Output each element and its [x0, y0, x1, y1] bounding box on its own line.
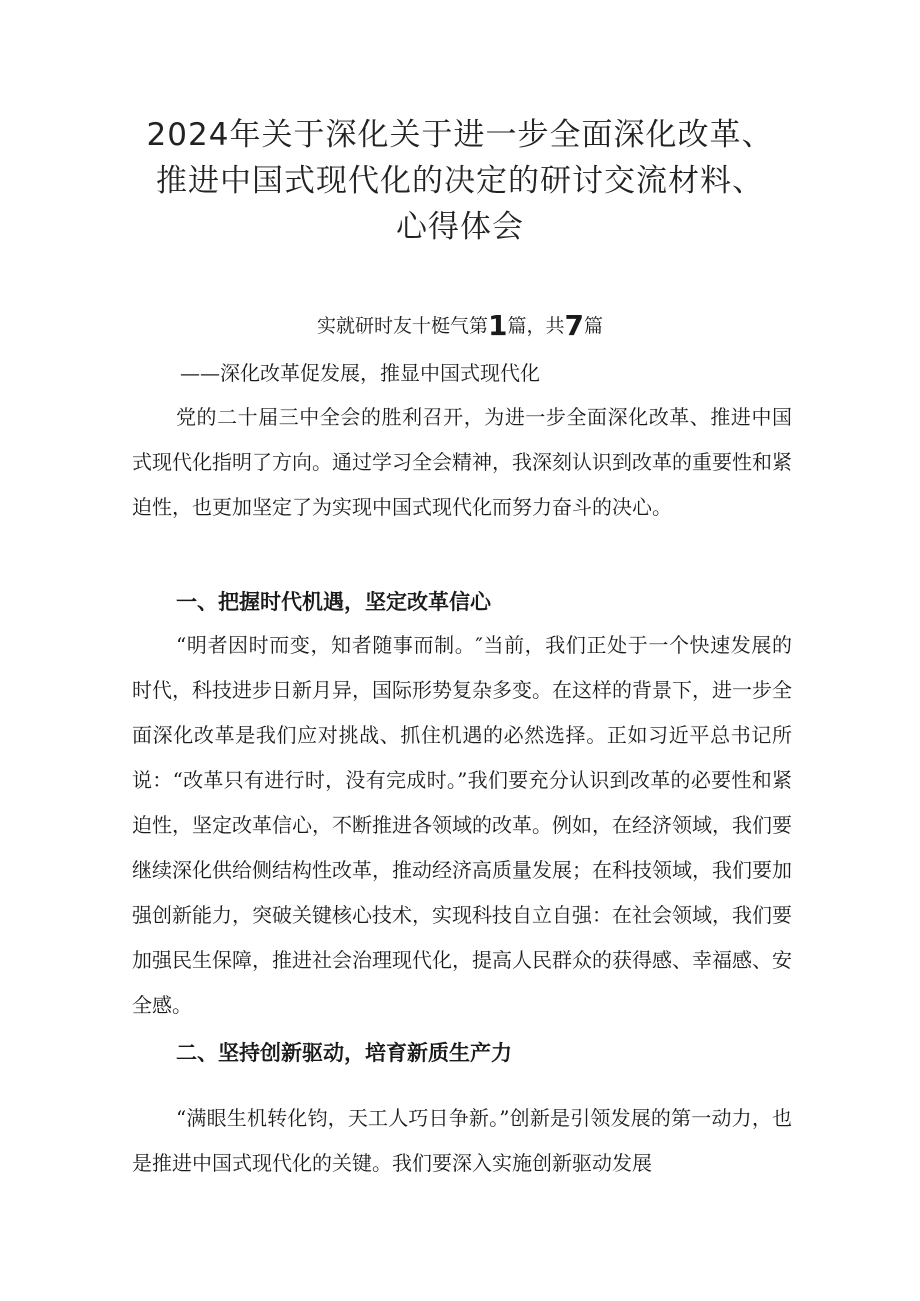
- section-heading-1: 一、把握时代机遇，坚定改革信心: [176, 590, 491, 614]
- article-counter: [0, 308, 920, 344]
- counter-suffix: 篇: [583, 315, 603, 337]
- counter-total: 7: [564, 309, 584, 342]
- counter-middle: 篇，共: [507, 315, 565, 337]
- counter-prefix: 实就研时友十梃气第: [316, 315, 488, 337]
- intro-paragraph: 党的二十届三中全会的胜利召开，为进一步全面深化改革、推进中国式现代化指明了方向。通过学习全会精神，我深刻认识到改革的重要性和紧迫性，也更加坚定了为实现中国式现代化而努力奋斗的决心。: [132, 405, 792, 519]
- title-line-3: 心得体会: [396, 209, 524, 245]
- counter-current: 1: [488, 309, 508, 342]
- article-tagline: ——深化改革促发展，推显中国式现代化: [180, 361, 540, 385]
- title-line-2: 推进中国式现代化的决定的研讨交流材料、: [156, 163, 764, 199]
- section-paragraph-2: “满眼生机转化钧，天工人巧日争新。”创新是引领发展的第一动力，也是推进中国式现代化的关键。我们要深入实施创新驱动发展: [132, 1106, 792, 1175]
- section-paragraph-1: “明者因时而变，知者随事而制。″当前，我们正处于一个快速发展的时代，科技进步日新月异，国际形势复杂多变。在这样的背景下，进一步全面深化改革是我们应对挑战、抓住机遇的必然选择。正如习近平总书记所说：“改革只有进行时，没有完成时。”我们要充分认识到改革的必要性和紧迫性，坚定改革信心，不断推进各领域的改革。例如，在经济领域，我们要继续深化供给侧结构性改革，推动经济高质量发展；在科技领域，我们要加强创新能力，突破关键核心技术，实现科技自立自强：在社会领域，我们要加强民生保障，推进社会治理现代化，提高人民群众的获得感、幸福感、安全感。: [132, 633, 792, 1017]
- section-heading-2: 二、坚持创新驱动，培育新质生产力: [176, 1041, 512, 1065]
- title-line-1: 2024年关于深化关于进一步全面深化改革、: [146, 117, 774, 153]
- document-title: [100, 112, 820, 250]
